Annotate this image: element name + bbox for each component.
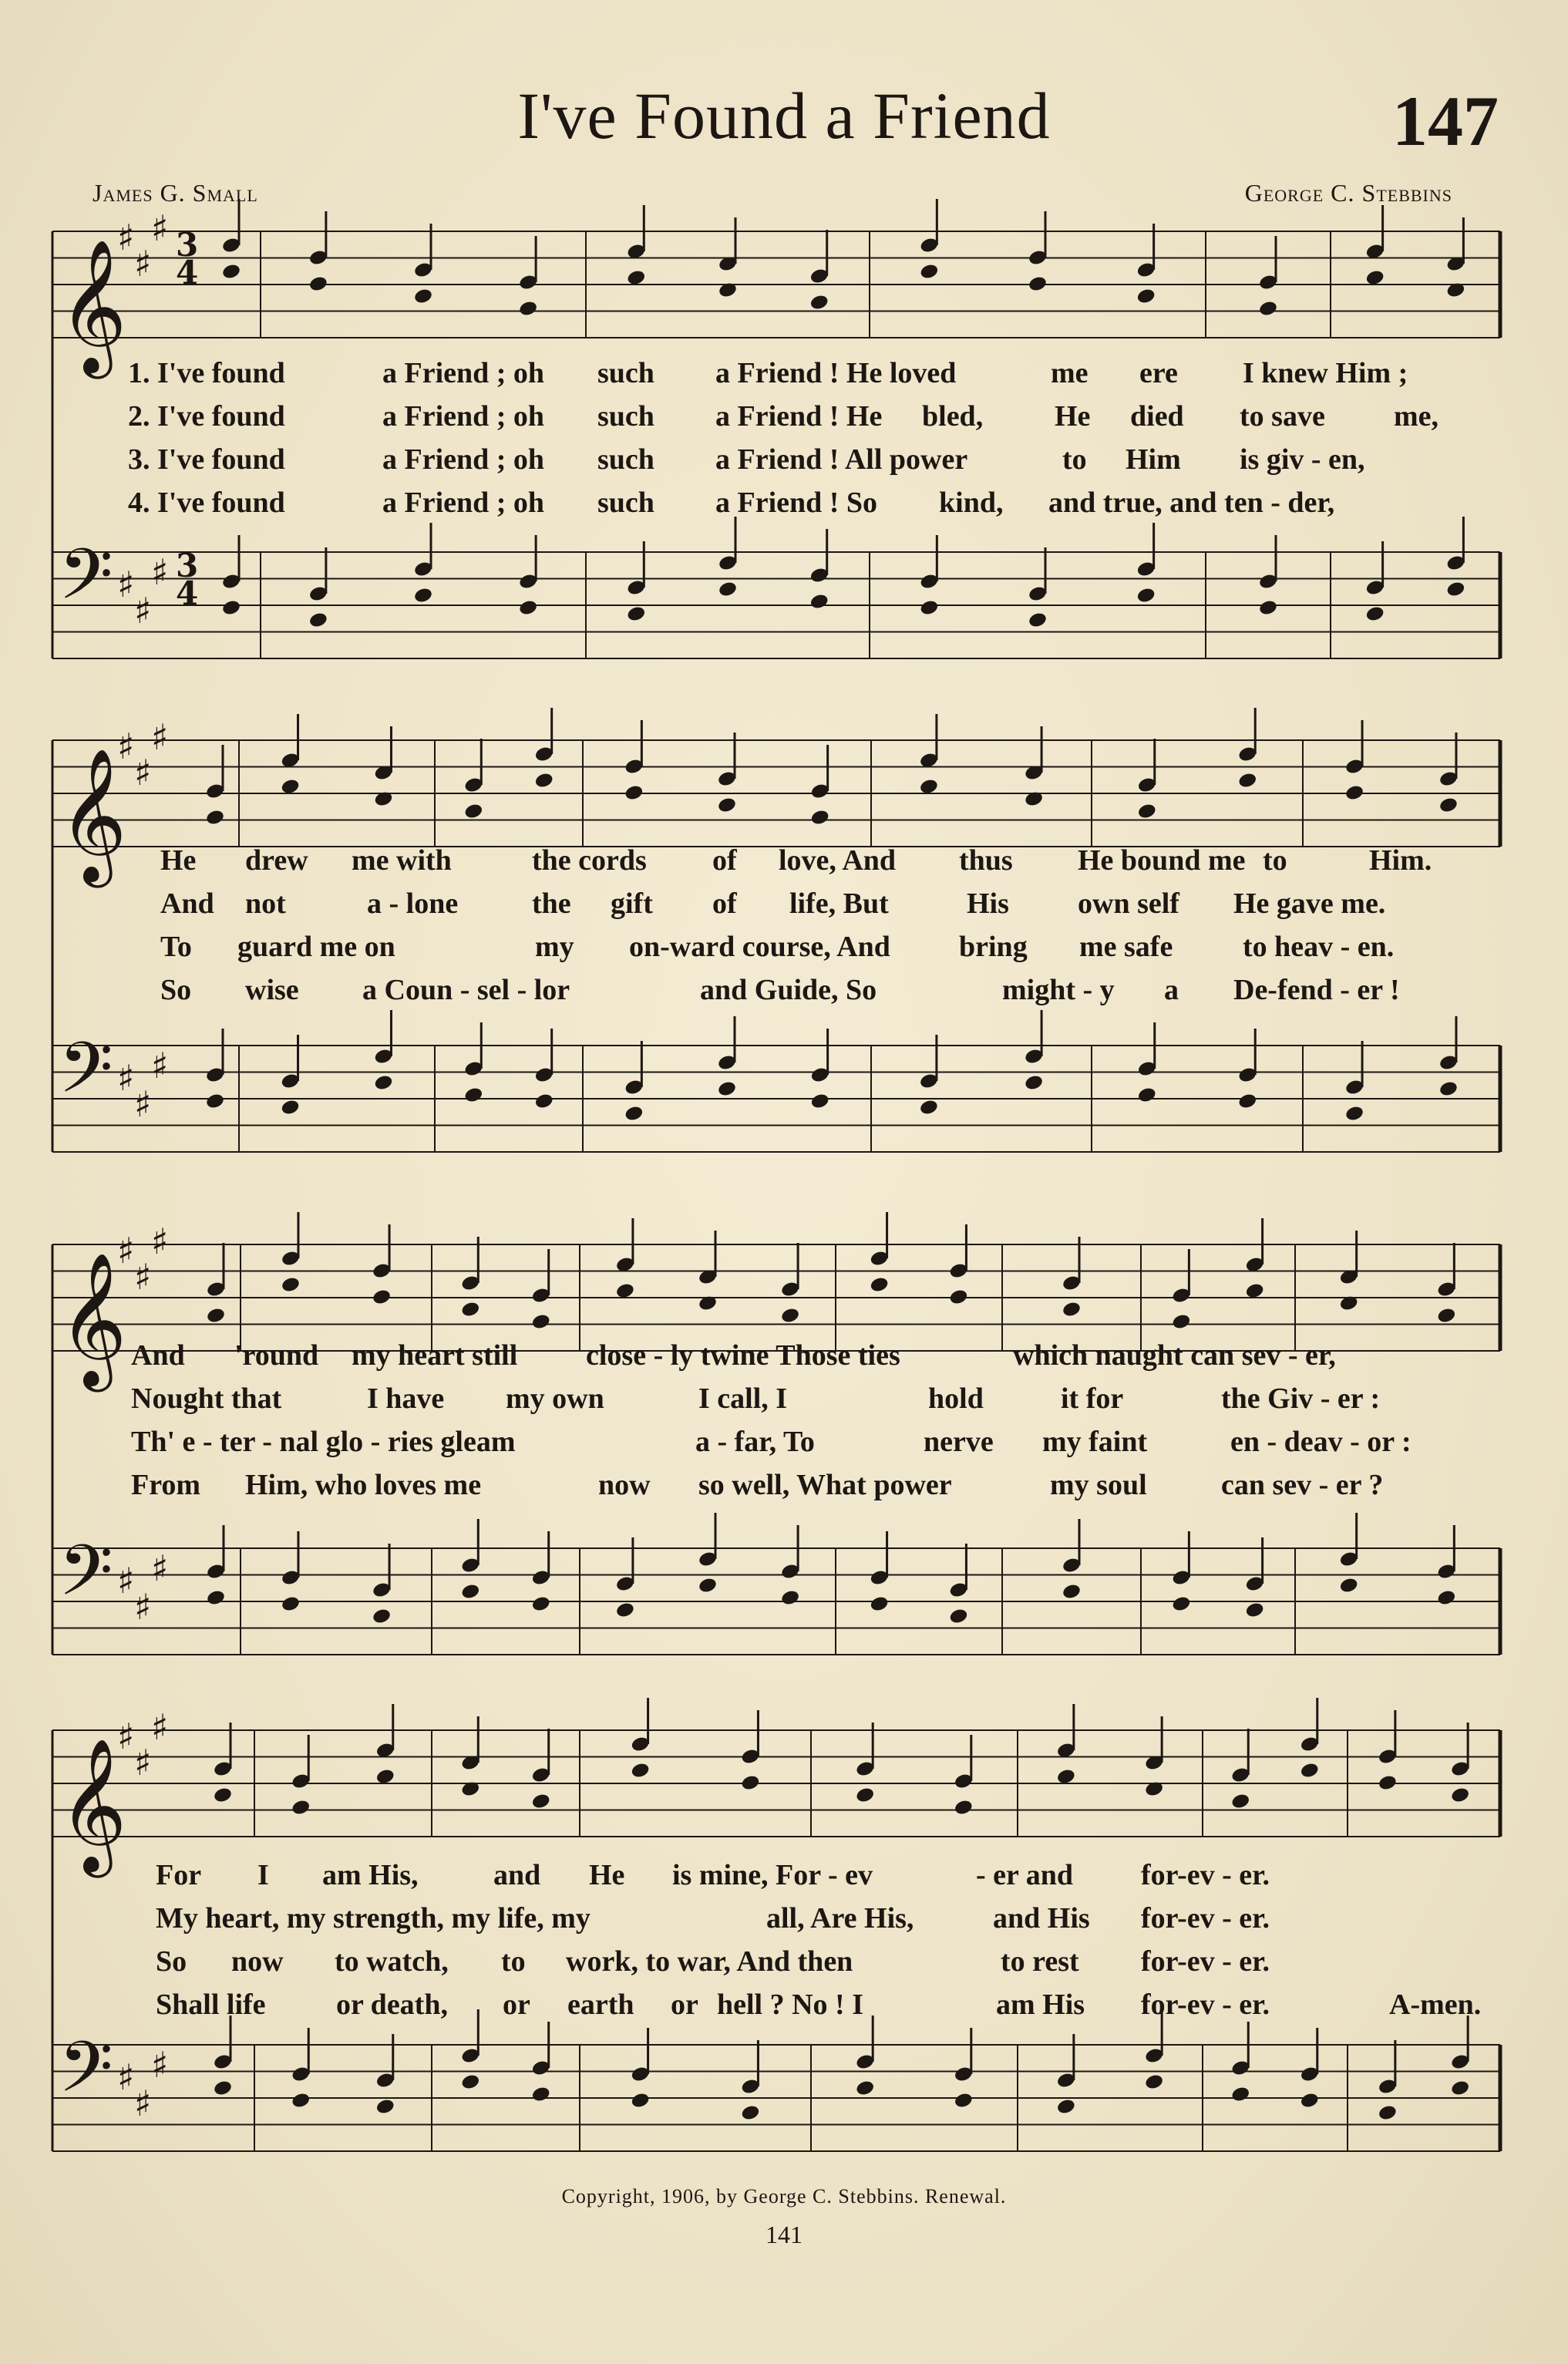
lyric-syllable: - er and bbox=[976, 1859, 1073, 1891]
sharp-icon: ♯ bbox=[151, 1221, 169, 1262]
lyric-syllable: For bbox=[156, 1859, 202, 1891]
lyric-syllable: To bbox=[160, 931, 192, 963]
sharp-icon: ♯ bbox=[134, 2083, 152, 2124]
note-head bbox=[1056, 1768, 1076, 1786]
sharp-icon: ♯ bbox=[117, 564, 135, 605]
note-head bbox=[855, 2079, 875, 2097]
note-head bbox=[1171, 1313, 1191, 1331]
note-head bbox=[460, 1301, 480, 1318]
lyric-syllable: A-men. bbox=[1389, 1989, 1482, 2021]
lyric-syllable: He gave me. bbox=[1233, 887, 1386, 920]
note-head bbox=[780, 1307, 800, 1325]
lyric-syllable: a Friend ; oh bbox=[382, 400, 545, 433]
sharp-icon: ♯ bbox=[134, 1586, 152, 1628]
lyric-syllable: such bbox=[597, 487, 654, 519]
note-head bbox=[463, 1086, 483, 1104]
lyric-syllable: or death, bbox=[336, 1989, 448, 2021]
sharp-icon: ♯ bbox=[134, 243, 152, 285]
composer-credit: George C. Stebbins bbox=[1244, 179, 1452, 207]
lyric-syllable: a Friend ! All power bbox=[715, 443, 968, 476]
note-head bbox=[1237, 772, 1257, 790]
note-head bbox=[948, 1288, 968, 1306]
lyric-syllable: kind, bbox=[939, 487, 1004, 519]
lyric-syllable: can sev - er ? bbox=[1221, 1469, 1384, 1501]
treble-clef: 𝄞 bbox=[59, 1738, 127, 1872]
note-head bbox=[280, 778, 300, 796]
lyric-syllable: a Coun - sel - lor bbox=[362, 974, 570, 1006]
lyric-syllable: Shall life bbox=[156, 1989, 266, 2021]
lyric-syllable: a Friend ; oh bbox=[382, 357, 545, 389]
note-head bbox=[463, 803, 483, 820]
sharp-icon: ♯ bbox=[134, 752, 152, 793]
lyric-syllable: such bbox=[597, 443, 654, 476]
note-head bbox=[717, 796, 737, 814]
note-head bbox=[615, 1601, 635, 1619]
note-head bbox=[1137, 803, 1157, 820]
lyric-syllable: the bbox=[532, 887, 571, 920]
lyric-syllable: now bbox=[598, 1469, 651, 1501]
lyric-syllable: hold bbox=[928, 1382, 984, 1415]
bass-clef: 𝄢 bbox=[59, 534, 113, 632]
note-head bbox=[919, 1099, 939, 1116]
lyric-syllable: a Friend ! He loved bbox=[715, 357, 957, 389]
note-head bbox=[919, 599, 939, 617]
note-head bbox=[206, 1589, 226, 1607]
lyric-syllable: me, bbox=[1394, 400, 1439, 433]
lyric-syllable: So bbox=[156, 1945, 187, 1978]
note-head bbox=[308, 275, 328, 293]
treble-clef: 𝄞 bbox=[59, 239, 127, 373]
note-head bbox=[624, 1105, 644, 1123]
bass-clef: 𝄢 bbox=[59, 2026, 113, 2125]
note-head bbox=[372, 1288, 392, 1306]
note-head bbox=[869, 1276, 889, 1294]
note-head bbox=[373, 1074, 393, 1092]
sharp-icon: ♯ bbox=[134, 1256, 152, 1298]
lyric-syllable: 2. I've found bbox=[128, 400, 285, 433]
lyric-syllable: a - lone bbox=[367, 887, 459, 920]
lyric-syllable: and bbox=[493, 1859, 541, 1891]
lyric-verse-1 bbox=[0, 1339, 1568, 1382]
time-signature: 4 bbox=[176, 254, 199, 291]
note-head bbox=[413, 587, 433, 604]
lyric-verse-4 bbox=[0, 486, 1568, 529]
lyric-syllable: hell ? No ! I bbox=[717, 1989, 863, 2021]
note-head bbox=[1258, 300, 1278, 318]
note-head bbox=[698, 1577, 718, 1595]
lyric-syllable: me with bbox=[352, 844, 452, 877]
lyric-syllable: it for bbox=[1061, 1382, 1124, 1415]
lyric-syllable: He bound me bbox=[1078, 844, 1246, 877]
lyric-syllable: and His bbox=[993, 1902, 1090, 1935]
lyric-verse-1 bbox=[0, 356, 1568, 399]
note-head bbox=[375, 1768, 395, 1786]
note-head bbox=[869, 1595, 889, 1613]
note-head bbox=[954, 1799, 974, 1817]
sharp-icon: ♯ bbox=[151, 2044, 169, 2086]
note-head bbox=[1137, 1086, 1157, 1104]
lyric-syllable: gift bbox=[611, 887, 653, 920]
note-head bbox=[1300, 2092, 1320, 2110]
lyric-syllable: my faint bbox=[1042, 1426, 1148, 1458]
lyric-syllable: for-ev - er. bbox=[1141, 1945, 1270, 1978]
note-head bbox=[780, 1589, 800, 1607]
lyric-syllable: my soul bbox=[1050, 1469, 1147, 1501]
lyric-syllable: love, And bbox=[779, 844, 897, 877]
sharp-icon: ♯ bbox=[134, 590, 152, 631]
note-head bbox=[1365, 605, 1385, 623]
note-head bbox=[205, 1093, 225, 1110]
lyric-syllable: close - ly twine Those ties bbox=[586, 1339, 900, 1372]
lyric-verse-3 bbox=[0, 443, 1568, 486]
note-head bbox=[1024, 1074, 1044, 1092]
lyric-syllable: work, to war, And then bbox=[566, 1945, 853, 1978]
lyric-syllable: He bbox=[1055, 400, 1091, 433]
lyric-syllable: which naught can sev - er, bbox=[1013, 1339, 1336, 1372]
lyric-syllable: my heart still bbox=[352, 1339, 518, 1372]
sharp-icon: ♯ bbox=[134, 1742, 152, 1783]
note-head bbox=[1028, 611, 1048, 629]
time-signature: 3 bbox=[176, 547, 199, 584]
lyric-syllable: for-ev - er. bbox=[1141, 1989, 1270, 2021]
note-head bbox=[1438, 796, 1459, 814]
lyric-syllable: He bbox=[160, 844, 197, 877]
sharp-icon: ♯ bbox=[117, 1560, 135, 1601]
lyric-syllable: a Friend ; oh bbox=[382, 443, 545, 476]
note-head bbox=[1378, 2104, 1398, 2122]
lyric-verse-2 bbox=[0, 1382, 1568, 1425]
note-head bbox=[460, 2073, 480, 2091]
lyric-syllable: 4. I've found bbox=[128, 487, 285, 519]
lyric-verse-2 bbox=[0, 887, 1568, 930]
note-head bbox=[1245, 1601, 1265, 1619]
lyric-syllable: or bbox=[503, 1989, 530, 2021]
lyric-syllable: of bbox=[712, 887, 737, 920]
note-head bbox=[213, 1786, 233, 1804]
note-head bbox=[1450, 1786, 1470, 1804]
lyric-syllable: life, But bbox=[789, 887, 889, 920]
lyric-verse-3 bbox=[0, 1945, 1568, 1988]
lyric-syllable: such bbox=[597, 400, 654, 433]
note-head bbox=[1144, 2073, 1164, 2091]
note-head bbox=[534, 772, 554, 790]
note-head bbox=[531, 1793, 551, 1810]
page-number: 141 bbox=[765, 2221, 803, 2248]
sharp-icon: ♯ bbox=[117, 217, 135, 258]
note-head bbox=[460, 1583, 480, 1601]
sharp-icon: ♯ bbox=[151, 716, 169, 758]
lyric-syllable: drew bbox=[245, 844, 308, 877]
note-head bbox=[281, 1595, 301, 1613]
note-head bbox=[281, 1276, 301, 1294]
note-head bbox=[1438, 1080, 1459, 1098]
lyric-syllable: is mine, For - ev bbox=[672, 1859, 873, 1891]
lyric-syllable: to bbox=[1062, 443, 1087, 476]
note-head bbox=[1136, 587, 1156, 604]
lyric-verse-4 bbox=[0, 1468, 1568, 1511]
lyric-syllable: for-ev - er. bbox=[1141, 1859, 1270, 1891]
lyric-syllable: and Guide, So bbox=[700, 974, 877, 1006]
hymn-number: 147 bbox=[1392, 82, 1499, 160]
lyric-syllable: bring bbox=[959, 931, 1028, 963]
note-head bbox=[717, 1080, 737, 1098]
lyric-syllable: From bbox=[131, 1469, 201, 1501]
author-credit: James G. Small bbox=[93, 179, 258, 207]
lyric-syllable: I call, I bbox=[698, 1382, 788, 1415]
lyric-syllable: bled, bbox=[922, 400, 984, 433]
lyric-syllable: 3. I've found bbox=[128, 443, 285, 476]
sharp-icon: ♯ bbox=[117, 2056, 135, 2098]
lyric-syllable: my own bbox=[506, 1382, 604, 1415]
sharp-icon: ♯ bbox=[151, 207, 169, 249]
note-head bbox=[855, 1786, 875, 1804]
note-head bbox=[518, 599, 538, 617]
lyric-syllable: 1. I've found bbox=[128, 357, 285, 389]
note-head bbox=[624, 784, 644, 802]
note-head bbox=[626, 269, 646, 287]
lyric-syllable: died bbox=[1130, 400, 1184, 433]
lyric-syllable: My heart, my strength, my life, my bbox=[156, 1902, 591, 1935]
sharp-icon: ♯ bbox=[151, 1547, 169, 1589]
note-head bbox=[375, 2098, 395, 2116]
lyric-syllable: I have bbox=[367, 1382, 445, 1415]
lyric-syllable: And bbox=[131, 1339, 185, 1372]
sharp-icon: ♯ bbox=[151, 1706, 169, 1748]
lyric-verse-2 bbox=[0, 1901, 1568, 1945]
note-head bbox=[1056, 2098, 1076, 2116]
note-head bbox=[740, 2104, 760, 2122]
lyric-syllable: I knew Him ; bbox=[1243, 357, 1408, 389]
lyric-syllable: such bbox=[597, 357, 654, 389]
lyric-verse-4 bbox=[0, 1988, 1568, 2031]
bass-clef: 𝄢 bbox=[59, 1027, 113, 1126]
note-head bbox=[280, 1099, 300, 1116]
lyric-syllable: Th' e - ter - nal glo - ries gleam bbox=[131, 1426, 516, 1458]
note-head bbox=[919, 778, 939, 796]
note-head bbox=[630, 1762, 650, 1780]
lyric-syllable: to rest bbox=[1001, 1945, 1079, 1978]
note-head bbox=[718, 581, 738, 598]
time-signature: 3 bbox=[176, 226, 199, 264]
lyric-syllable: on-ward course, And bbox=[629, 931, 890, 963]
lyric-syllable: thus bbox=[959, 844, 1013, 877]
note-head bbox=[1436, 1307, 1456, 1325]
lyric-syllable: Nought that bbox=[131, 1382, 282, 1415]
note-head bbox=[213, 2079, 233, 2097]
lyric-verse-3 bbox=[0, 1425, 1568, 1468]
lyric-syllable: ere bbox=[1139, 357, 1178, 389]
note-head bbox=[1028, 275, 1048, 293]
note-head bbox=[1230, 1793, 1250, 1810]
note-head bbox=[1062, 1301, 1082, 1318]
note-head bbox=[948, 1608, 968, 1625]
lyric-syllable: en - deav - or : bbox=[1230, 1426, 1412, 1458]
lyric-syllable: or bbox=[671, 1989, 698, 2021]
lyric-syllable: to bbox=[501, 1945, 526, 1978]
note-head bbox=[1339, 1577, 1359, 1595]
sharp-icon: ♯ bbox=[117, 726, 135, 767]
note-head bbox=[1445, 581, 1465, 598]
lyric-syllable: not bbox=[245, 887, 286, 920]
note-head bbox=[1365, 269, 1385, 287]
note-head bbox=[1300, 1762, 1320, 1780]
note-head bbox=[1136, 288, 1156, 305]
lyric-syllable: the Giv - er : bbox=[1221, 1382, 1381, 1415]
lyric-verse-3 bbox=[0, 930, 1568, 973]
bass-clef: 𝄢 bbox=[59, 1530, 113, 1628]
lyric-syllable: wise bbox=[245, 974, 299, 1006]
note-head bbox=[518, 300, 538, 318]
sharp-icon: ♯ bbox=[151, 1045, 169, 1086]
lyric-syllable: De-fend - er ! bbox=[1233, 974, 1400, 1006]
note-head bbox=[810, 1093, 830, 1110]
lyric-syllable: own self bbox=[1078, 887, 1179, 920]
lyric-syllable: my bbox=[535, 931, 574, 963]
note-head bbox=[809, 593, 829, 611]
note-head bbox=[1378, 1774, 1398, 1792]
lyric-syllable: of bbox=[712, 844, 737, 877]
lyric-syllable: a Friend ! So bbox=[715, 487, 878, 519]
sharp-icon: ♯ bbox=[117, 1230, 135, 1271]
note-head bbox=[1344, 1105, 1364, 1123]
note-head bbox=[291, 2092, 311, 2110]
lyric-verse-2 bbox=[0, 399, 1568, 443]
lyric-syllable: to bbox=[1263, 844, 1287, 877]
lyric-syllable: to heav - en. bbox=[1243, 931, 1395, 963]
note-head bbox=[1344, 784, 1364, 802]
note-head bbox=[531, 1313, 551, 1331]
lyric-syllable: to save bbox=[1240, 400, 1325, 433]
lyric-syllable: He bbox=[589, 1859, 625, 1891]
note-head bbox=[809, 294, 829, 311]
lyric-syllable: a Friend ! He bbox=[715, 400, 883, 433]
note-head bbox=[221, 263, 241, 281]
lyric-syllable: all, Are His, bbox=[766, 1902, 914, 1935]
lyric-syllable: for-ev - er. bbox=[1141, 1902, 1270, 1935]
lyric-verse-1 bbox=[0, 844, 1568, 887]
lyric-syllable: His bbox=[967, 887, 1009, 920]
note-head bbox=[531, 2086, 551, 2103]
lyric-syllable: earth bbox=[567, 1989, 634, 2021]
note-head bbox=[626, 605, 646, 623]
hymn-title: I've Found a Friend bbox=[517, 79, 1051, 153]
lyric-syllable: the cords bbox=[532, 844, 647, 877]
lyric-syllable: I bbox=[257, 1859, 269, 1891]
note-head bbox=[531, 1595, 551, 1613]
note-head bbox=[1062, 1583, 1082, 1601]
lyric-syllable: So bbox=[160, 974, 192, 1006]
lyric-syllable: so well, What power bbox=[698, 1469, 952, 1501]
note-head bbox=[206, 1307, 226, 1325]
note-head bbox=[615, 1282, 635, 1300]
lyric-syllable: am His bbox=[996, 1989, 1085, 2021]
copyright-notice: Copyright, 1906, by George C. Stebbins. Renewal. bbox=[561, 2185, 1007, 2207]
note-head bbox=[291, 1799, 311, 1817]
lyric-syllable: 'round bbox=[234, 1339, 319, 1372]
note-head bbox=[308, 611, 328, 629]
lyric-syllable: is giv - en, bbox=[1240, 443, 1365, 476]
sharp-icon: ♯ bbox=[117, 1057, 135, 1099]
sharp-icon: ♯ bbox=[134, 1083, 152, 1125]
note-head bbox=[1171, 1595, 1191, 1613]
treble-clef: 𝄞 bbox=[59, 748, 127, 882]
lyric-syllable: now bbox=[231, 1945, 284, 1978]
lyric-verse-4 bbox=[0, 973, 1568, 1016]
lyric-syllable: Him, who loves me bbox=[245, 1469, 482, 1501]
note-head bbox=[919, 263, 939, 281]
note-head bbox=[1230, 2086, 1250, 2103]
lyric-syllable: and true, and ten - der, bbox=[1048, 487, 1335, 519]
lyric-syllable: Him bbox=[1126, 443, 1181, 476]
lyric-syllable: a bbox=[1164, 974, 1179, 1006]
lyric-syllable: to watch, bbox=[335, 1945, 449, 1978]
lyric-syllable: Him. bbox=[1369, 844, 1432, 877]
note-head bbox=[1237, 1093, 1257, 1110]
time-signature: 4 bbox=[176, 574, 199, 612]
note-head bbox=[1436, 1589, 1456, 1607]
note-head bbox=[372, 1608, 392, 1625]
sharp-icon: ♯ bbox=[151, 551, 169, 593]
note-head bbox=[534, 1093, 554, 1110]
lyric-syllable: am His, bbox=[322, 1859, 419, 1891]
lyric-syllable: me safe bbox=[1079, 931, 1173, 963]
lyric-syllable: nerve bbox=[924, 1426, 994, 1458]
lyric-syllable: might - y bbox=[1002, 974, 1115, 1006]
note-head bbox=[810, 809, 830, 827]
lyric-verse-1 bbox=[0, 1858, 1568, 1901]
lyric-syllable: a Friend ; oh bbox=[382, 487, 545, 519]
note-head bbox=[1450, 2079, 1470, 2097]
lyric-syllable: And bbox=[160, 887, 214, 920]
note-head bbox=[1258, 599, 1278, 617]
treble-clef: 𝄞 bbox=[59, 1252, 127, 1386]
note-head bbox=[954, 2092, 974, 2110]
note-head bbox=[630, 2092, 650, 2110]
lyric-syllable: me bbox=[1051, 357, 1089, 389]
note-head bbox=[740, 1774, 760, 1792]
note-head bbox=[221, 599, 241, 617]
note-head bbox=[205, 809, 225, 827]
note-head bbox=[413, 288, 433, 305]
lyric-syllable: a - far, To bbox=[695, 1426, 815, 1458]
sharp-icon: ♯ bbox=[117, 1716, 135, 1757]
note-head bbox=[1245, 1282, 1265, 1300]
lyric-syllable: guard me on bbox=[237, 931, 395, 963]
